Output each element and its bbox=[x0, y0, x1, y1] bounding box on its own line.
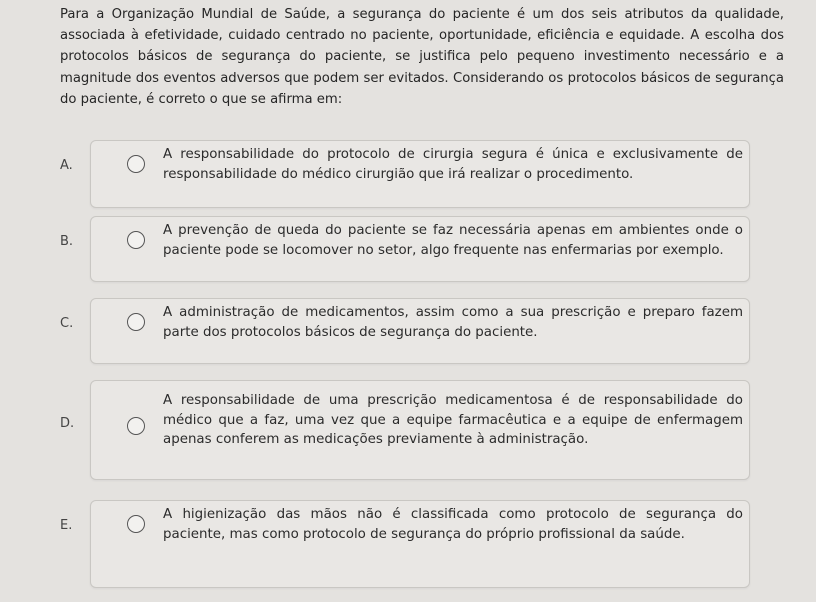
option-letter: B. bbox=[60, 234, 74, 249]
option-letter: A. bbox=[60, 158, 73, 173]
radio-button-icon[interactable] bbox=[127, 231, 145, 249]
radio-button-icon[interactable] bbox=[127, 313, 145, 331]
option-text: A prevenção de queda do paciente se faz necessária apenas em ambientes onde o paciente pode se locomover no setor, algo frequente nas enfermarias por exemplo. bbox=[163, 223, 743, 258]
option-e[interactable] bbox=[60, 500, 750, 588]
option-card[interactable] bbox=[90, 298, 750, 364]
option-text: A responsabilidade do protocolo de cirurgia segura é única e exclusivamente de responsabilidade do médico cirurgião que irá realizar o procedimento. bbox=[163, 147, 743, 182]
option-card[interactable] bbox=[90, 140, 750, 208]
question-text: Para a Organização Mundial de Saúde, a segurança do paciente é um dos seis atributos da qualidade, associada à efetividade, cuidado centrado no paciente, oportunidade, eficiência e equidade. A escolha dos protocolos básicos de segurança do paciente, se justifica pelo pequeno investimento necessário e a magnitude dos eventos adversos que podem ser evitados. Considerando os protocolos básicos de segurança do paciente, é correto o que se afirma em: bbox=[60, 7, 784, 107]
option-a[interactable] bbox=[60, 140, 750, 208]
option-letter: C. bbox=[60, 316, 74, 331]
option-card[interactable] bbox=[90, 380, 750, 480]
option-letter: E. bbox=[60, 518, 73, 533]
option-text: A administração de medicamentos, assim como a sua prescrição e preparo fazem parte dos protocolos básicos de segurança do paciente. bbox=[163, 305, 743, 340]
option-text: A higienização das mãos não é classificada como protocolo de segurança do paciente, mas como protocolo de segurança do próprio profissional da saúde. bbox=[163, 507, 743, 542]
radio-button-icon[interactable] bbox=[127, 515, 145, 533]
option-b[interactable] bbox=[60, 216, 750, 282]
radio-button-icon[interactable] bbox=[127, 155, 145, 173]
option-text: A responsabilidade de uma prescrição medicamentosa é de responsabilidade do médico que a faz, uma vez que a equipe farmacêutica e a equipe de enfermagem apenas conferem as medicações previamente à administração. bbox=[163, 393, 743, 447]
option-card[interactable] bbox=[90, 216, 750, 282]
option-letter: D. bbox=[60, 416, 75, 431]
option-c[interactable] bbox=[60, 298, 750, 364]
radio-button-icon[interactable] bbox=[127, 417, 145, 435]
option-d[interactable] bbox=[60, 380, 750, 480]
option-card[interactable] bbox=[90, 500, 750, 588]
